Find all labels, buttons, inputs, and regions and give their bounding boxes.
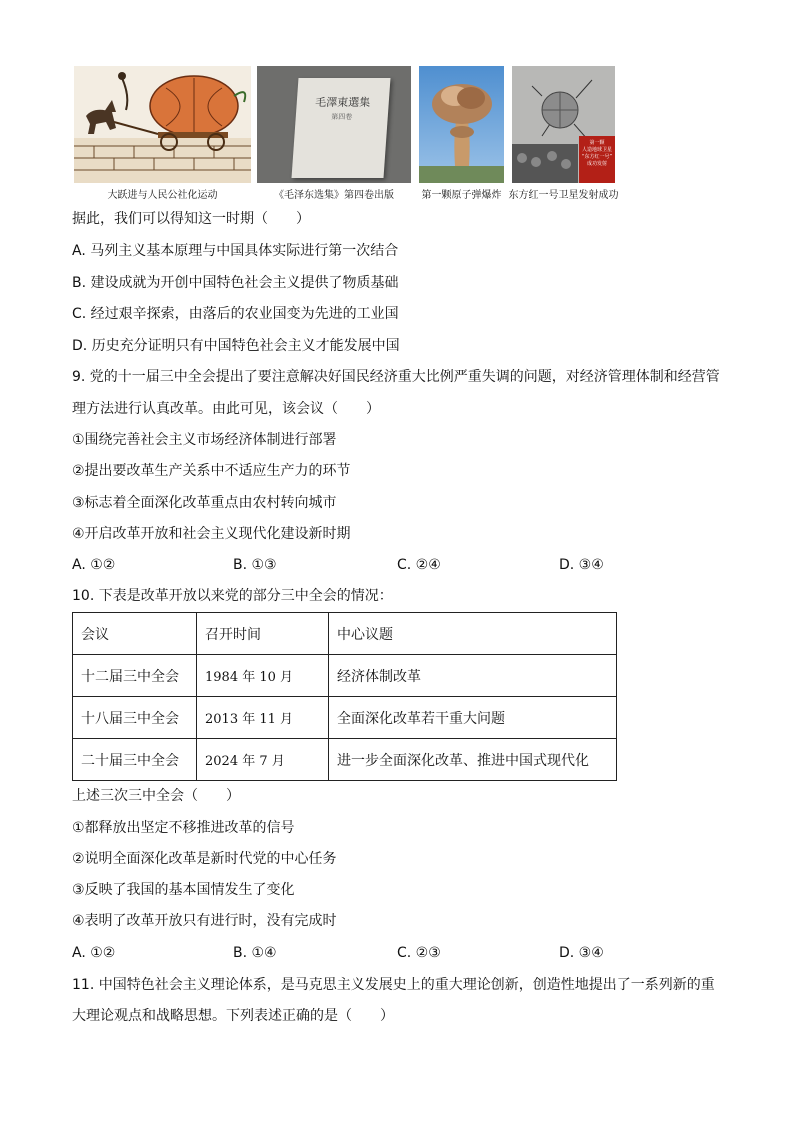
commemorative-poster	[579, 136, 615, 183]
table-cell: 二十届三中全会	[73, 739, 197, 781]
table-row	[73, 739, 617, 781]
q8-option-c[interactable]: C. 经过艰辛探索，由落后的农业国变为先进的工业国	[72, 306, 399, 322]
book-title: 毛澤東選集	[314, 96, 371, 109]
table-cell: 十八届三中全会	[73, 697, 197, 739]
table-header-cell: 中心议题	[329, 613, 617, 655]
table-cell: 进一步全面深化改革、推进中国式现代化	[329, 739, 617, 781]
satellite-image	[512, 66, 615, 183]
table-cell: 2013 年 11 月	[197, 697, 329, 739]
table-cell: 1984 年 10 月	[197, 655, 329, 697]
q8-option-b[interactable]: B. 建设成就为开创中国特色社会主义提供了物质基础	[72, 275, 399, 291]
poster-text: “东方红一号”	[581, 154, 613, 160]
q9-item-3: ③标志着全面深化改革重点由农村转向城市	[72, 495, 337, 511]
q10-item-2: ②说明全面深化改革是新时代党的中心任务	[72, 851, 337, 867]
q9-stem-line1: 9. 党的十一届三中全会提出了要注意解决好国民经济重大比例严重失调的问题，对经济管理体制和经营管	[72, 369, 720, 385]
figure-caption: 《毛泽东选集》第四卷出版	[274, 190, 394, 201]
q9-choice-d[interactable]: D. ③④	[559, 557, 604, 573]
table-header-cell: 会议	[73, 613, 197, 655]
figure-caption: 东方红一号卫星发射成功	[508, 190, 619, 201]
poster-text: 第一颗	[589, 140, 605, 146]
q9-choices	[72, 555, 632, 575]
table-cell: 十二届三中全会	[73, 655, 197, 697]
ox-cart-pumpkin-icon	[74, 66, 251, 183]
q10-choice-a[interactable]: A. ①②	[72, 945, 116, 961]
poster-text: 成功发射	[586, 161, 607, 167]
book-volume: 第四卷	[330, 113, 353, 121]
book-cover	[292, 78, 391, 178]
q11-stem-line1: 11. 中国特色社会主义理论体系，是马克思主义发展史上的重大理论创新，创造性地提出了一系列新的重	[72, 977, 715, 993]
q10-after: 上述三次三中全会（ ）	[72, 788, 240, 804]
figure-caption: 第一颗原子弹爆炸	[421, 190, 502, 201]
q10-item-3: ③反映了我国的基本国情发生了变化	[72, 882, 295, 898]
figure-great-leap	[74, 66, 251, 201]
figure-atomic-bomb	[419, 66, 504, 201]
table-header-row	[73, 613, 617, 655]
q9-item-2: ②提出要改革生产关系中不适应生产力的环节	[72, 463, 351, 479]
q9-choice-a[interactable]: A. ①②	[72, 557, 116, 573]
great-leap-image	[74, 66, 251, 183]
figure-dongfanghong	[508, 66, 619, 201]
q11-stem-line2: 大理论观点和战略思想。下列表述正确的是（ ）	[72, 1008, 394, 1024]
table-cell: 全面深化改革若干重大问题	[329, 697, 617, 739]
mushroom-cloud-icon	[419, 66, 504, 183]
q9-item-4: ④开启改革开放和社会主义现代化建设新时期	[72, 526, 351, 542]
q10-choice-b[interactable]: B. ①④	[233, 945, 277, 961]
table-row	[73, 697, 617, 739]
figure-caption: 大跃进与人民公社化运动	[107, 190, 218, 201]
q9-stem-line2: 理方法进行认真改革。由此可见，该会议（ ）	[72, 401, 380, 417]
q8-option-a[interactable]: A. 马列主义基本原理与中国具体实际进行第一次结合	[72, 243, 399, 259]
figure-mao-selected-works	[257, 66, 411, 201]
mushroom-cloud-image	[419, 66, 504, 183]
q10-item-1: ①都释放出坚定不移推进改革的信号	[72, 820, 295, 836]
q9-choice-b[interactable]: B. ①③	[233, 557, 277, 573]
q9-choice-c[interactable]: C. ②④	[397, 557, 441, 573]
figure-row	[72, 66, 722, 204]
book-image	[257, 66, 411, 183]
q10-item-4: ④表明了改革开放只有进行时，没有完成时	[72, 913, 337, 929]
table-cell: 经济体制改革	[329, 655, 617, 697]
table-row	[73, 655, 617, 697]
q8-option-d[interactable]: D. 历史充分证明只有中国特色社会主义才能发展中国	[72, 338, 400, 354]
q10-choice-d[interactable]: D. ③④	[559, 945, 604, 961]
q10-choice-c[interactable]: C. ②③	[397, 945, 441, 961]
exam-page	[72, 66, 722, 1024]
table-header-cell: 召开时间	[197, 613, 329, 655]
q10-choices	[72, 943, 632, 963]
poster-text: 人造地球卫星	[581, 147, 612, 153]
q8-stem: 据此，我们可以得知这一时期（ ）	[72, 211, 310, 227]
q10-stem: 10. 下表是改革开放以来党的部分三中全会的情况：	[72, 588, 393, 604]
table-cell: 2024 年 7 月	[197, 739, 329, 781]
q9-item-1: ①围绕完善社会主义市场经济体制进行部署	[72, 432, 337, 448]
plenum-table	[72, 612, 617, 781]
